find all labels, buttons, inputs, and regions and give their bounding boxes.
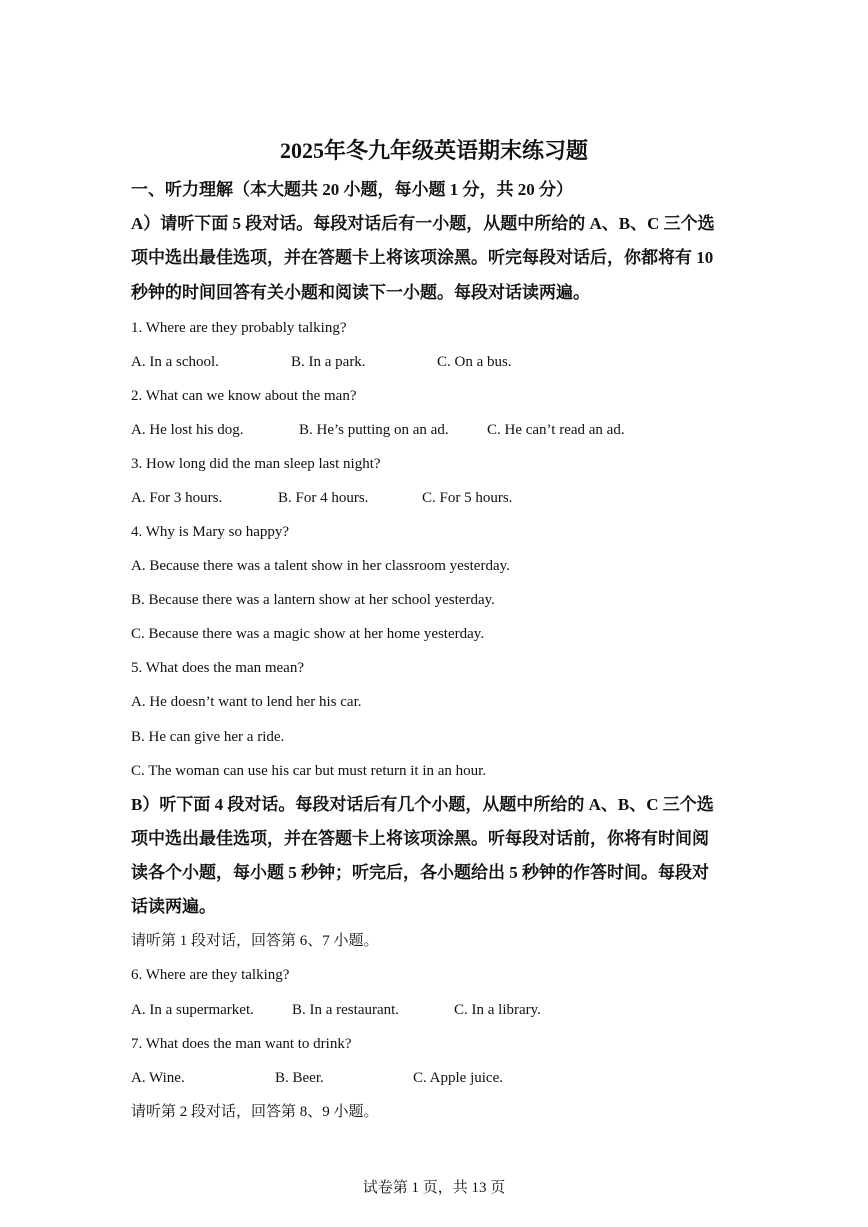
section-heading: 一、听力理解（本大题共 20 小题，每小题 1 分，共 20 分） [131,180,573,199]
part-a-instruction-line-2: 项中选出最佳选项，并在答题卡上将该项涂黑。听完每段对话后，你都将有 10 [131,248,714,267]
question-5-stem: 5. What does the man mean? [131,660,304,676]
part-a-instruction-line-1: A）请听下面 5 段对话。每段对话后有一小题，从题中所给的 A、B、C 三个选 [131,214,715,233]
question-5-option-c: C. The woman can use his car but must return it in an hour. [131,763,487,779]
question-2-option-c: C. He can’t read an ad. [487,422,625,438]
question-4-option-a: A. Because there was a talent show in her classroom yesterday. [131,558,510,574]
question-5-option-b: B. He can give her a ride. [131,729,285,745]
part-b-instruction-line-2: 项中选出最佳选项，并在答题卡上将该项涂黑。听每段对话前，你将有时间阅 [131,829,709,848]
dialog-1-note: 请听第 1 段对话，回答第 6、7 小题。 [131,933,379,949]
question-7-option-a: A. Wine. [131,1070,185,1086]
question-3-option-c: C. For 5 hours. [422,490,513,506]
question-2-option-a: A. He lost his dog. [131,422,244,438]
question-1-stem: 1. Where are they probably talking? [131,320,347,336]
part-b-instruction-line-1: B）听下面 4 段对话。每段对话后有几个小题，从题中所给的 A、B、C 三个选 [131,795,714,814]
part-b-instruction-line-4: 话读两遍。 [131,897,216,916]
part-b-instruction-line-3: 读各个小题，每小题 5 秒钟；听完后，各小题给出 5 秒钟的作答时间。每段对 [131,863,709,882]
question-6-option-c: C. In a library. [454,1002,541,1018]
page-footer: 试卷第 1 页，共 13 页 [362,1180,506,1196]
question-1-option-a: A. In a school. [131,354,219,370]
question-3-option-b: B. For 4 hours. [278,490,369,506]
question-4-option-c: C. Because there was a magic show at her home yesterday. [131,626,485,642]
page-title: 2025年冬九年级英语期末练习题 [279,138,588,163]
question-4-option-b: B. Because there was a lantern show at her school yesterday. [131,592,495,608]
question-1-option-b: B. In a park. [291,354,366,370]
question-4-stem: 4. Why is Mary so happy? [131,524,290,540]
question-2-stem: 2. What can we know about the man? [131,388,357,404]
question-5-option-a: A. He doesn’t want to lend her his car. [131,694,362,710]
question-6-stem: 6. Where are they talking? [131,967,290,983]
part-a-instruction-line-3: 秒钟的时间回答有关小题和阅读下一小题。每段对话读两遍。 [131,283,590,302]
question-2-option-b: B. He’s putting on an ad. [299,422,449,438]
question-7-option-c: C. Apple juice. [413,1070,503,1086]
question-6-option-b: B. In a restaurant. [292,1002,400,1018]
question-6-option-a: A. In a supermarket. [131,1002,254,1018]
question-3-stem: 3. How long did the man sleep last night? [131,456,381,472]
question-7-stem: 7. What does the man want to drink? [131,1036,352,1052]
dialog-2-note: 请听第 2 段对话，回答第 8、9 小题。 [131,1104,379,1120]
question-1-option-c: C. On a bus. [437,354,512,370]
question-3-option-a: A. For 3 hours. [131,490,223,506]
question-7-option-b: B. Beer. [275,1070,324,1086]
